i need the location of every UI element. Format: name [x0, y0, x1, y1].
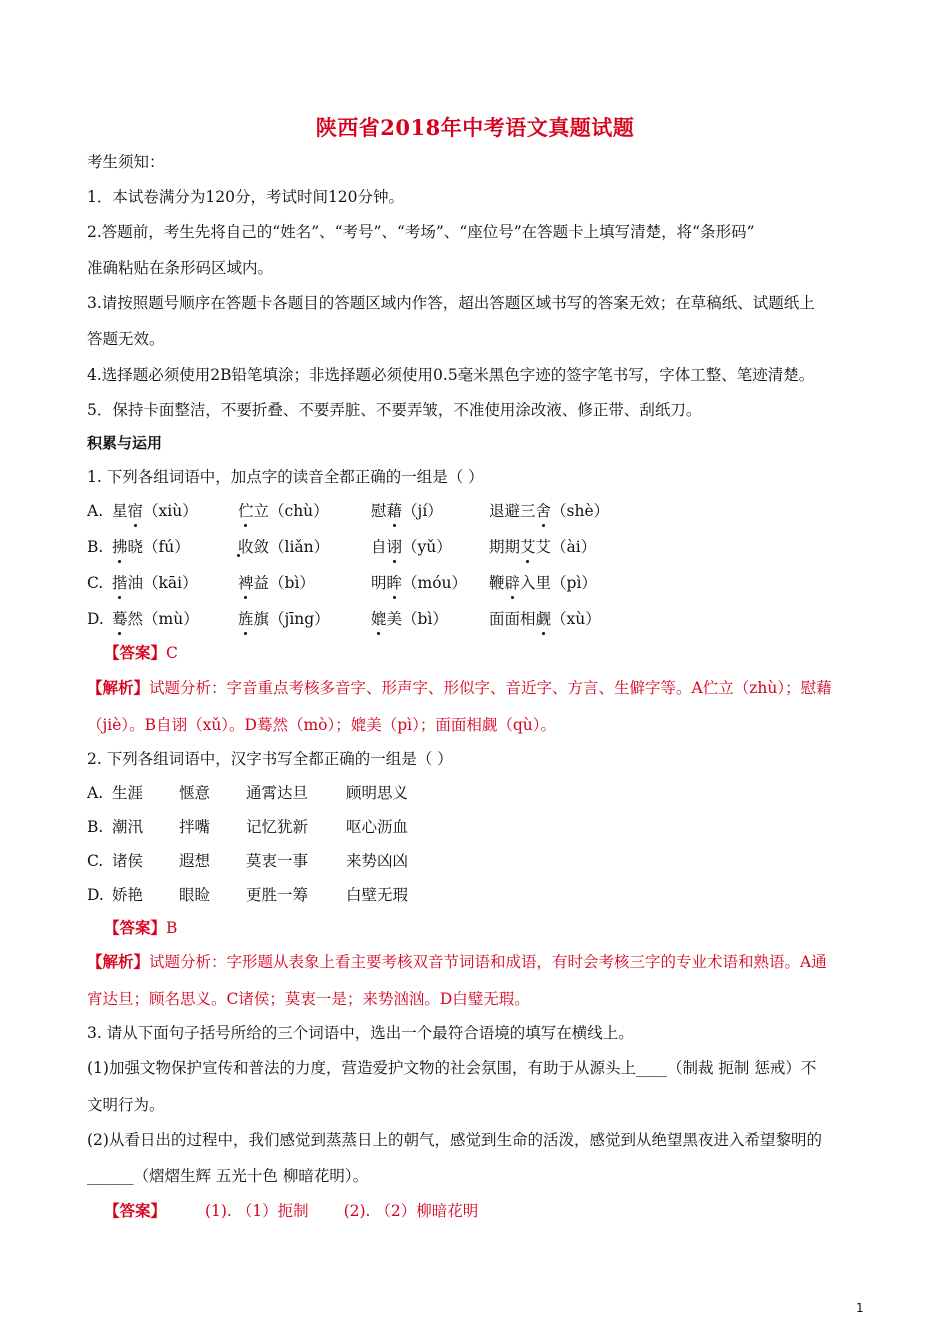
document-title: 陕西省2018年中考语文真题试题 — [315, 115, 635, 140]
option-word: 来势凶凶 — [346, 852, 409, 870]
option-word: 拂晓（fú） — [112, 538, 190, 556]
option-label: D. — [87, 610, 104, 628]
q3-part1-cont: 文明行为。 — [87, 1096, 165, 1114]
option-label: B. — [87, 818, 104, 836]
option-word: 娇艳 — [112, 886, 144, 904]
option-word: 蓦然（mù） — [112, 610, 199, 628]
option-label: C. — [87, 852, 104, 870]
option-word: 旌旗（jīng） — [238, 610, 330, 628]
q3-stem: 3. 请从下面句子括号所给的三个词语中，选出一个最符合语境的填写在横线上。 — [87, 1024, 634, 1042]
notice-item: 2.答题前，考生先将自己的“姓名”、“考号”、“考场”、“座位号”在答题卡上填写清楚，将“条形码” — [87, 223, 755, 241]
option-word: 裨益（bì） — [238, 574, 315, 592]
option-label: D. — [87, 886, 104, 904]
option-word: 退避三舍（shè） — [489, 502, 610, 520]
notice-item: 答题无效。 — [87, 330, 165, 348]
q2-analysis-cont: 宵达旦；顾名思义。C诸侯；莫衷一是；来势汹汹。D白璧无瑕。 — [87, 990, 530, 1008]
q2-stem: 2. 下列各组词语中，汉字书写全都正确的一组是（ ） — [87, 750, 453, 768]
q3-part1: (1)加强文物保护宣传和普法的力度，营造爱护文物的社会氛围，有助于从源头上____（制裁 扼制 惩戒）不 — [87, 1059, 817, 1077]
option-word: 诸侯 — [112, 852, 144, 870]
notice-item: 5．保持卡面整洁，不要折叠、不要弄脏、不要弄皱，不准使用涂改液、修正带、刮纸刀。 — [87, 401, 702, 419]
option-word: 眼睑 — [179, 886, 211, 904]
notice-item: 4.选择题必须使用2B铅笔填涂；非选择题必须使用0.5毫米黑色字迹的签字笔书写，字体工整、笔迹清楚。 — [87, 366, 815, 384]
q2-answer: 【答案】B — [104, 918, 178, 937]
notice-item: 1．本试卷满分为120分，考试时间120分钟。 — [87, 188, 405, 206]
q3-answer: 【答案】 (1). （1）扼制 (2). （2）柳暗花明 — [104, 1201, 479, 1220]
option-word: 明眸（móu） — [371, 574, 468, 592]
q1-answer: 【答案】C — [104, 643, 178, 662]
option-word: 伫立（chù） — [238, 502, 329, 520]
q2-analysis: 【解析】试题分析：字形题从表象上看主要考核双音节词语和成语，有时会考核三字的专业术语和熟语。A通 — [87, 952, 827, 971]
q1-analysis-cont: （jiè）。B自诩（xǔ）。D蓦然（mò）；媲美（pì）；面面相觑（qù）。 — [87, 716, 557, 734]
notice-item: 准确粘贴在条形码区域内。 — [87, 259, 274, 277]
option-word: 拌嘴 — [179, 818, 211, 836]
option-word: 顾明思义 — [346, 784, 409, 802]
option-word: 慰藉（jí） — [371, 502, 443, 520]
option-label: B. — [87, 538, 104, 556]
option-label: A. — [87, 502, 104, 520]
section-heading: 积累与运用 — [87, 434, 163, 452]
option-word: 呕心沥血 — [346, 818, 409, 836]
page-number: 1 — [856, 1301, 864, 1315]
option-word: 面面相觑（xù） — [489, 610, 601, 628]
option-word: 媲美（bì） — [371, 610, 448, 628]
option-word: 惬意 — [179, 784, 211, 802]
q1-stem: 1. 下列各组词语中，加点字的读音全都正确的一组是（ ） — [87, 468, 484, 486]
option-word: 自诩（yǔ） — [371, 538, 452, 556]
option-word: 记忆犹新 — [246, 818, 309, 836]
q1-analysis: 【解析】试题分析：字音重点考核多音字、形声字、形似字、音近字、方言、生僻字等。A伫立（zhù）；慰藉 — [87, 678, 832, 697]
option-word: 期期艾艾（ài） — [489, 538, 597, 556]
option-word: 收敛（liǎn） — [238, 538, 330, 556]
option-word: 生涯 — [112, 784, 144, 802]
notice-heading: 考生须知： — [87, 153, 165, 171]
option-word: 潮汛 — [112, 818, 144, 836]
q3-part2: (2)从看日出的过程中，我们感觉到蒸蒸日上的朝气，感觉到生命的活泼，感觉到从绝望黑夜进入希望黎明的 — [87, 1131, 822, 1149]
q3-part2-cont: ______（熠熠生辉 五光十色 柳暗花明）。 — [87, 1167, 369, 1185]
option-label: C. — [87, 574, 104, 592]
option-word: 更胜一筹 — [246, 886, 309, 904]
option-word: 星宿（xiù） — [112, 502, 198, 520]
option-word: 白壁无瑕 — [346, 886, 409, 904]
notice-item: 3.请按照题号顺序在答题卡各题目的答题区域内作答，超出答题区域书写的答案无效；在草稿纸、试题纸上 — [87, 294, 815, 312]
option-word: 莫衷一事 — [246, 852, 309, 870]
option-word: 通霄达旦 — [246, 784, 309, 802]
option-label: A. — [87, 784, 104, 802]
option-word: 揩油（kāi） — [112, 574, 198, 592]
option-word: 鞭辟入里（pì） — [489, 574, 597, 592]
option-word: 遐想 — [179, 852, 211, 870]
